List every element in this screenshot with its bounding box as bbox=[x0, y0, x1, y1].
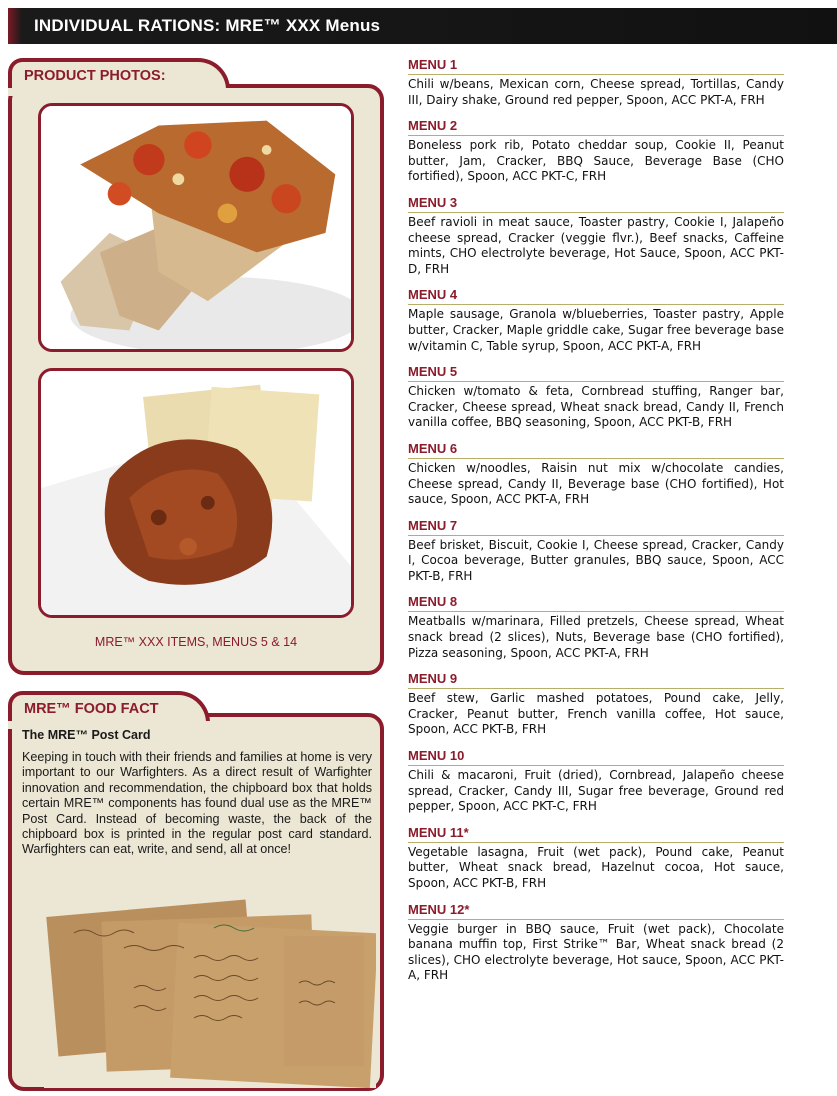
menu-section bbox=[408, 670, 784, 747]
menu-title: MENU 5 bbox=[408, 363, 784, 382]
menu-section bbox=[408, 747, 784, 824]
menu-section bbox=[408, 593, 784, 670]
postcards-photo bbox=[44, 888, 376, 1088]
menu-title: MENU 3 bbox=[408, 194, 784, 213]
menu-items: Chili & macaroni, Fruit (dried), Cornbread, Jalapeño cheese spread, Cracker, Candy III, Sugar free beverage, Ground red pepper, Spoon, ACC PKT-C, FRH bbox=[408, 768, 784, 814]
menu-title: MENU 9 bbox=[408, 670, 784, 689]
menu-section bbox=[408, 440, 784, 517]
menu-items: Beef ravioli in meat sauce, Toaster pastry, Cookie I, Jalapeño cheese spread, Cracker (veggie flvr.), Beef snacks, Caffeine mints, CHO electrolyte beverage, Hot Sauce, Spoon, ACC PKT-D, FRH bbox=[408, 214, 784, 276]
menu-section bbox=[408, 56, 784, 117]
menu-items: Veggie burger in BBQ sauce, Fruit (wet pack), Chocolate banana muffin top, First Strike™ Bar, Wheat snack bread (2 slices), CHO electrolyte beverage, Hot sauce, Spoon, ACC PKT-A, FRH bbox=[408, 921, 784, 983]
photos-caption: MRE™ XXX ITEMS, MENUS 5 & 14 bbox=[94, 635, 298, 649]
food-fact-subtitle: The MRE™ Post Card bbox=[22, 728, 151, 742]
menu-items: Chili w/beans, Mexican corn, Cheese spread, Tortillas, Candy III, Dairy shake, Ground red pepper, Spoon, ACC PKT-A, FRH bbox=[408, 77, 784, 107]
food-fact-body: Keeping in touch with their friends and families at home is very important to our Warfighters. As a direct result of Warfighter innovation and recommendation, the chipboard box that holds certain MRE™ components has found dual use as the MRE™ Post Card. Instead of becoming waste, the back of the chipboard box is printed in the regular post card standard. Warfighters can eat, write, and send, all at once! bbox=[22, 750, 372, 857]
menu-section bbox=[408, 517, 784, 594]
product-photos-label: PRODUCT PHOTOS: bbox=[24, 68, 166, 84]
menu-items: Vegetable lasagna, Fruit (wet pack), Pound cake, Peanut butter, Wheat snack bread, Hazelnut cocoa, Hot sauce, Spoon, ACC PKT-B, FRH bbox=[408, 844, 784, 890]
menu-list bbox=[408, 56, 784, 993]
menu-title: MENU 10 bbox=[408, 747, 784, 766]
menu-items: Maple sausage, Granola w/blueberries, Toaster pastry, Apple butter, Cracker, Maple griddle cake, Sugar free beverage base w/vitamin C, Table syrup, Spoon, ACC PKT-A, FRH bbox=[408, 307, 784, 353]
menu-section bbox=[408, 117, 784, 194]
menu-title: MENU 6 bbox=[408, 440, 784, 459]
menu-items: Beef stew, Garlic mashed potatoes, Pound cake, Jelly, Cracker, Peanut butter, French vanilla coffee, Hot sauce, Spoon, ACC PKT-B, FRH bbox=[408, 691, 784, 737]
page-title: INDIVIDUAL RATIONS: MRE™ XXX Menus bbox=[34, 16, 381, 35]
menu-title: MENU 7 bbox=[408, 517, 784, 536]
food-fact-tab bbox=[8, 691, 210, 723]
menu-items: Meatballs w/marinara, Filled pretzels, Cheese spread, Wheat snack bread (2 slices), Nuts, Beverage base (CHO fortified), Pizza seasoning, Spoon, ACC PKT-A, FRH bbox=[408, 614, 784, 660]
menu-items: Boneless pork rib, Potato cheddar soup, Cookie II, Peanut butter, Jam, Cracker, BBQ Sauce, Beverage Base (CHO fortified), Spoon, ACC PKT-C, FRH bbox=[408, 138, 784, 184]
menu-title: MENU 8 bbox=[408, 593, 784, 612]
menu-section bbox=[408, 286, 784, 363]
menu-section bbox=[408, 901, 784, 993]
product-photos-tab bbox=[8, 58, 230, 90]
menu-items: Chicken w/tomato & feta, Cornbread stuffing, Ranger bar, Cracker, Cheese spread, Wheat snack bread, Candy II, French vanilla coffee, BBQ seasoning, Spoon, ACC PKT-B, FRH bbox=[408, 384, 784, 430]
menu-section bbox=[408, 824, 784, 901]
menu-items: Beef brisket, Biscuit, Cookie I, Cheese spread, Cracker, Candy I, Cocoa beverage, Butter granules, BBQ sauce, Spoon, ACC PKT-B, FRH bbox=[408, 537, 784, 583]
menu-section bbox=[408, 194, 784, 286]
pork-rib-photo bbox=[38, 103, 354, 352]
menu-title: MENU 12* bbox=[408, 901, 784, 920]
menu-title: MENU 11* bbox=[408, 824, 784, 843]
menu-section bbox=[408, 363, 784, 440]
menu-title: MENU 4 bbox=[408, 286, 784, 305]
chicken-crackers-photo bbox=[38, 368, 354, 618]
menu-title: MENU 2 bbox=[408, 117, 784, 136]
menu-title: MENU 1 bbox=[408, 56, 784, 75]
food-fact-label: MRE™ FOOD FACT bbox=[24, 701, 159, 717]
page-title-bar bbox=[8, 8, 837, 44]
menu-items: Chicken w/noodles, Raisin nut mix w/chocolate candies, Cheese spread, Candy II, Beverage base (CHO fortified), Hot sauce, Spoon, ACC PKT-A, FRH bbox=[408, 460, 784, 507]
